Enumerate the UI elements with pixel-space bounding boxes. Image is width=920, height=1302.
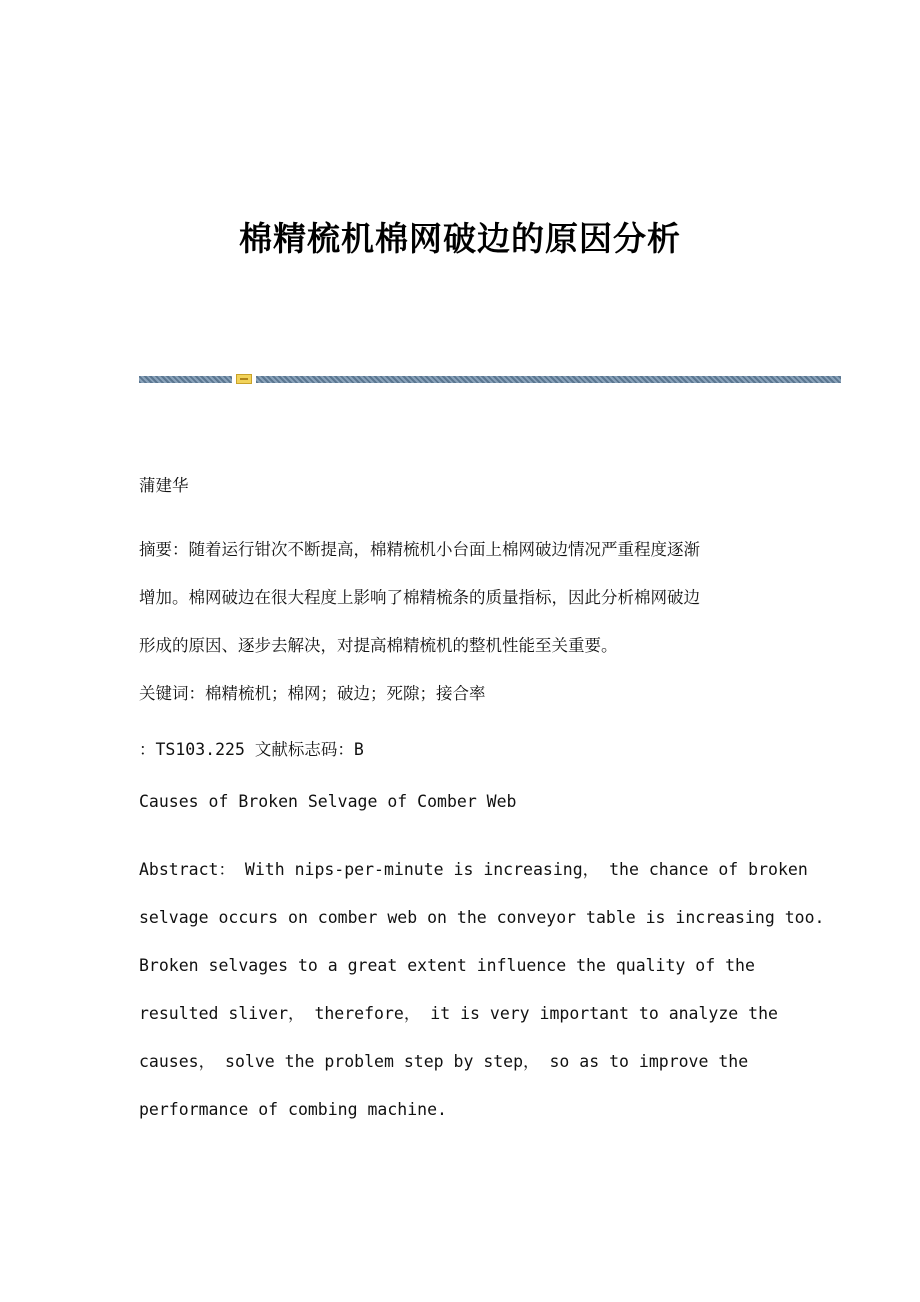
author-name: 蒲建华 <box>139 476 189 495</box>
abstract-cn-line: 增加。棉网破边在很大程度上影响了棉精梳条的质量指标，因此分析棉网破边 <box>139 588 700 607</box>
abstract-cn-line: 摘要：随着运行钳次不断提高，棉精梳机小台面上棉网破边情况严重程度逐渐 <box>139 540 700 559</box>
classification-code: ：TS103.225 文献标志码：B <box>139 740 364 759</box>
abstract-en-line: selvage occurs on comber web on the conveyor table is increasing too. <box>139 908 825 927</box>
abstract-en-line: causes， solve the problem step by step， so as to improve the <box>139 1052 749 1071</box>
abstract-cn-line: 形成的原因、逐步去解决，对提高棉精梳机的整机性能至关重要。 <box>139 636 618 655</box>
abstract-english <box>139 846 825 1134</box>
abstract-en-line: Broken selvages to a great extent influence the quality of the <box>139 956 755 975</box>
abstract-en-line: Abstract： With nips-per-minute is increasing， the chance of broken <box>139 860 808 879</box>
divider-ornament-icon <box>236 374 252 384</box>
document-title: 棉精梳机棉网破边的原因分析 <box>239 219 681 258</box>
keywords: 关键词：棉精梳机；棉网；破边；死隙；接合率 <box>139 684 486 703</box>
abstract-chinese <box>139 526 779 670</box>
divider-bar-left <box>139 376 232 383</box>
title-divider <box>139 374 841 384</box>
abstract-en-line: performance of combing machine. <box>139 1100 447 1119</box>
divider-bar-right <box>256 376 841 383</box>
english-title: Causes of Broken Selvage of Comber Web <box>139 792 517 811</box>
abstract-en-line: resulted sliver， therefore， it is very important to analyze the <box>139 1004 778 1023</box>
